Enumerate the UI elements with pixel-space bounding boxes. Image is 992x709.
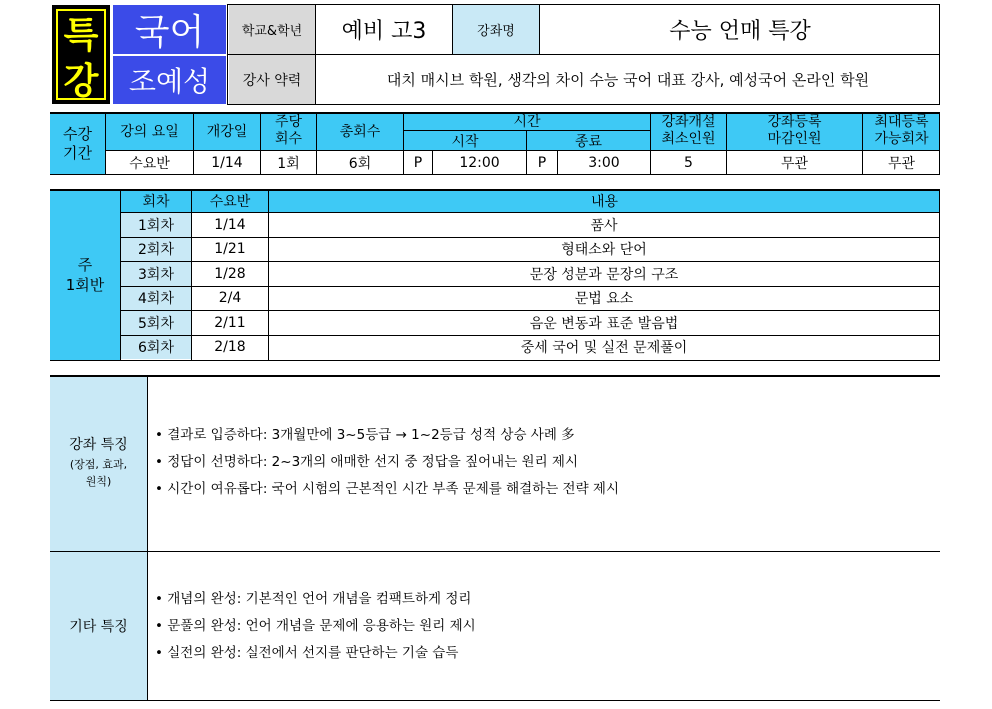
schedule-row-num: 2회차	[121, 238, 191, 262]
value-start-date: 1/14	[211, 155, 243, 171]
schedule-row-num: 1회차	[121, 213, 191, 237]
col-start-date-header: 개강일	[194, 112, 260, 150]
col-min-header: 강좌개설 최소인원	[651, 112, 726, 150]
schedule-row-date: 1/21	[214, 241, 246, 258]
value-total: 6회	[348, 156, 372, 172]
etc-label-cell	[50, 551, 147, 701]
special-badge	[52, 5, 110, 104]
col-time-start-header: 시작	[404, 131, 526, 150]
schedule-header-num: 회차	[121, 190, 191, 212]
col-total-header: 총회수	[317, 112, 403, 150]
features-section	[50, 375, 940, 551]
etc-list	[155, 586, 476, 667]
schedule-row-date: 2/11	[214, 314, 246, 331]
col-time-header: 시간	[404, 112, 650, 130]
schedule-header-date: 수요반	[192, 190, 268, 212]
school-value: 예비 고3	[341, 19, 427, 44]
value-end-time: 3:00	[588, 155, 620, 171]
schedule-row-content: 문법 요소	[574, 291, 634, 308]
schedule-row-num: 3회차	[121, 262, 191, 286]
value-max: 무관	[887, 156, 916, 172]
value-end-ampm: P	[537, 155, 547, 171]
school-label: 학교&학년	[229, 5, 315, 54]
header	[50, 4, 940, 105]
value-deadline: 무관	[780, 156, 809, 172]
teacher-name: 조예성	[113, 56, 226, 104]
etc-label: 기타 특징	[69, 619, 128, 635]
course-title: 수능 언매 특강	[669, 19, 811, 44]
feature-item: • 정답이 선명하다: 2~3개의 애매한 선지 중 정답을 짚어내는 원리 제시	[155, 454, 578, 470]
features-sublabel: (장점, 효과, 원칙)	[69, 458, 128, 488]
schedule-table	[50, 189, 940, 361]
col-weekly-header: 주당 회수	[261, 112, 316, 150]
etc-item: • 개념의 완성: 기본적인 언어 개념을 컴팩트하게 정리	[155, 591, 472, 607]
period-label: 수강 기간	[50, 112, 105, 175]
value-min: 5	[684, 155, 693, 171]
col-max-header: 최대등록 가능회차	[863, 112, 940, 150]
badge-char-bottom: 강	[63, 60, 99, 102]
value-weekly: 1회	[277, 156, 300, 172]
badge-char-top: 특	[63, 14, 99, 56]
schedule-row-content: 음운 변동과 표준 발음법	[529, 315, 679, 332]
schedule-row-date: 1/14	[214, 216, 246, 233]
schedule-row-content: 중세 국어 및 실전 문제풀이	[520, 340, 688, 357]
schedule-row-num: 6회차	[121, 336, 191, 360]
course-info-table	[50, 112, 940, 175]
schedule-row-num: 5회차	[121, 311, 191, 335]
etc-item: • 문풀의 완성: 언어 개념을 문제에 응용하는 원리 제시	[155, 618, 476, 634]
course-label: 강좌명	[453, 5, 539, 54]
col-deadline-header: 강좌등록 마감인원	[727, 112, 862, 150]
col-day-header: 강의 요일	[106, 112, 193, 150]
schedule-row-date: 2/4	[218, 290, 242, 307]
schedule-row-num: 4회차	[121, 287, 191, 311]
subject-title: 국어	[113, 5, 226, 54]
value-start-ampm: P	[413, 155, 423, 171]
schedule-row-content: 품사	[590, 217, 618, 234]
schedule-row-content: 형태소와 단어	[561, 242, 647, 259]
features-list	[155, 422, 619, 503]
bio-text: 대치 매시브 학원, 생각의 차이 수능 국어 대표 강사, 예성국어 온라인 학원	[386, 71, 870, 89]
schedule-row-content: 문장 성분과 문장의 구조	[529, 266, 679, 283]
features-label-cell	[50, 375, 147, 551]
value-day: 수요반	[129, 156, 170, 172]
bio-label: 강사 약력	[229, 55, 315, 104]
schedule-side-label: 주 1회반	[50, 189, 120, 361]
feature-item: • 시간이 여유롭다: 국어 시험의 근본적인 시간 부족 문제를 해결하는 전략 제시	[155, 481, 619, 497]
col-time-end-header: 종료	[527, 131, 650, 150]
feature-item: • 결과로 입증하다: 3개월만에 3~5등급 → 1~2등급 성적 상승 사례 多	[155, 427, 575, 443]
features-label: 강좌 특징	[69, 437, 128, 453]
etc-section	[50, 551, 940, 701]
schedule-header-content: 내용	[269, 190, 940, 212]
schedule-row-date: 2/18	[214, 339, 246, 356]
value-start-time: 12:00	[459, 155, 500, 171]
etc-item: • 실전의 완성: 실전에서 선지를 판단하는 기술 습득	[155, 645, 459, 661]
schedule-row-date: 1/28	[214, 265, 246, 282]
